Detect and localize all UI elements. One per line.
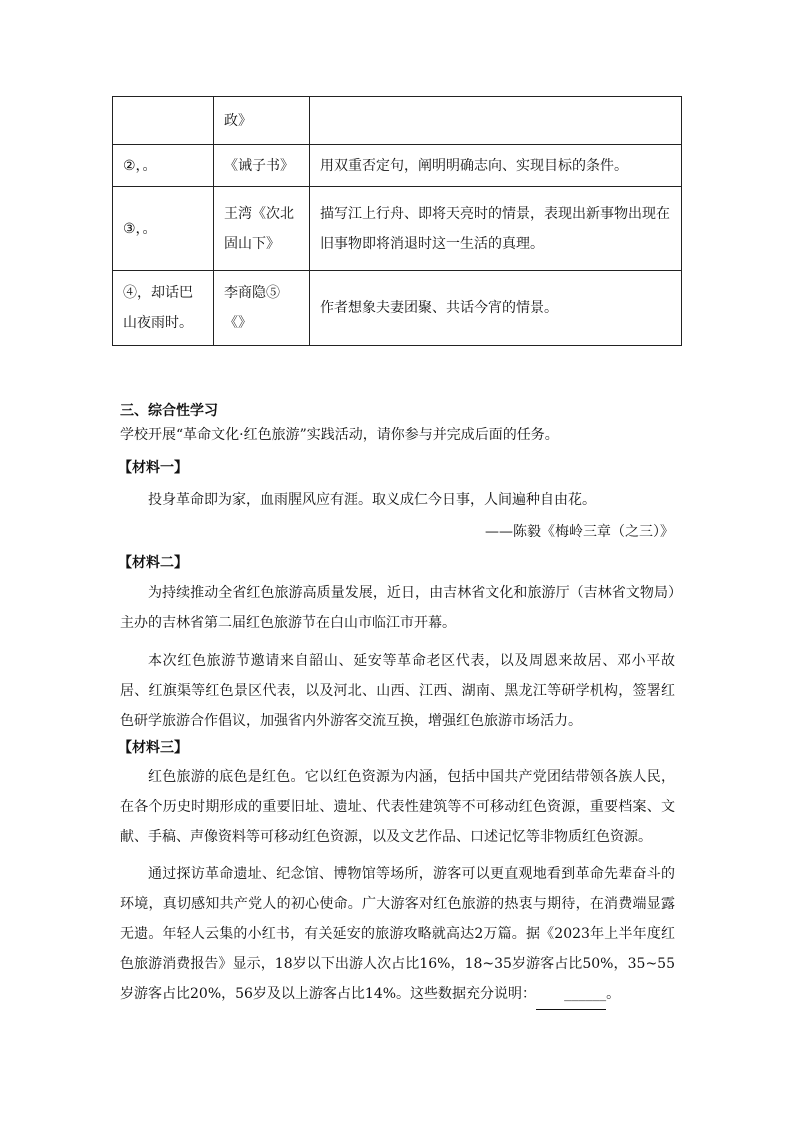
table-cell-blank xyxy=(113,97,214,145)
table-row xyxy=(113,97,682,145)
material2-paragraph-1: 为持续推动全省红色旅游高质量发展，近日，由吉林省文化和旅游厅（吉林省文物局）主办的吉林省第二届红色旅游节在白山市临江市开幕。 xyxy=(120,585,675,631)
material1-poem: 投身革命即为家，血雨腥风应有涯。取义成仁今日事，人间遍种自由花。 xyxy=(148,492,596,508)
table-row xyxy=(113,145,682,187)
material3-paragraph-1: 红色旅游的底色是红色。它以红色资源为内涵，包括中国共产党团结带领各族人民，在各个历史时期形成的重要旧址、遗址、代表性建筑等不可移动红色资源，重要档案、文献、手稿、声像资料等可移动红色资源，以及文艺作品、口述记忆等非物质红色资源。 xyxy=(120,769,675,845)
table-cell-note xyxy=(310,97,682,145)
table-cell-blank: ②，。 xyxy=(113,145,214,187)
material1-attribution: ——陈毅《梅岭三章（之三）》 xyxy=(485,524,674,540)
table-cell-note: 用双重否定句，阐明明确志向、实现目标的条件。 xyxy=(310,145,682,187)
table-cell-note: 作者想象夫妻团聚、共话今宵的情景。 xyxy=(310,271,682,346)
section-intro: 学校开展“革命文化·红色旅游”实践活动，请你参与并完成后面的任务。 xyxy=(120,427,559,443)
poetry-table xyxy=(112,96,682,346)
table-cell-blank: ③，。 xyxy=(113,187,214,271)
material3-label: 【材料三】 xyxy=(118,740,188,756)
table-cell-source: 《诫子书》 xyxy=(214,145,310,187)
table-row xyxy=(113,187,682,271)
table-cell-source: 李商隐⑤《》 xyxy=(214,271,310,346)
answer-blank[interactable]: ______ xyxy=(536,979,606,1010)
material2-label: 【材料二】 xyxy=(118,555,188,571)
paragraph-end: 。 xyxy=(606,986,621,1002)
section-heading: 三、综合性学习 xyxy=(120,403,218,419)
material1-label: 【材料一】 xyxy=(118,460,188,476)
table-cell-source: 王湾《次北固山下》 xyxy=(214,187,310,271)
material3-paragraph-2-text: 通过探访革命遗址、纪念馆、博物馆等场所，游客可以更直观地看到革命先辈奋斗的环境，真切感知共产党人的初心使命。广大游客对红色旅游的热衷与期待，在消费端显露无遗。年轻人云集的小红书，有关延安的旅游攻略就高达2万篇。据《2023年上半年度红色旅游消费报告》显示，18岁以下出游人次占比16%，18~35岁游客占比50%，35~55岁游客占比20%，56岁及以上游客占比14%。这些数据充分说明： xyxy=(120,866,675,1002)
table-cell-source: 政》 xyxy=(214,97,310,145)
table-row xyxy=(113,271,682,346)
material2-paragraph-2: 本次红色旅游节邀请来自韶山、延安等革命老区代表，以及周恩来故居、邓小平故居、红旗渠等红色景区代表，以及河北、山西、江西、湖南、黑龙江等研学机构，签署红色研学旅游合作倡议，加强省内外游客交流互换，增强红色旅游市场活力。 xyxy=(120,653,675,729)
material3-paragraph-2 xyxy=(120,859,675,1010)
table-cell-note: 描写江上行舟、即将天亮时的情景，表现出新事物出现在旧事物即将消退时这一生活的真理。 xyxy=(310,187,682,271)
table-cell-blank: ④，却话巴山夜雨时。 xyxy=(113,271,214,346)
